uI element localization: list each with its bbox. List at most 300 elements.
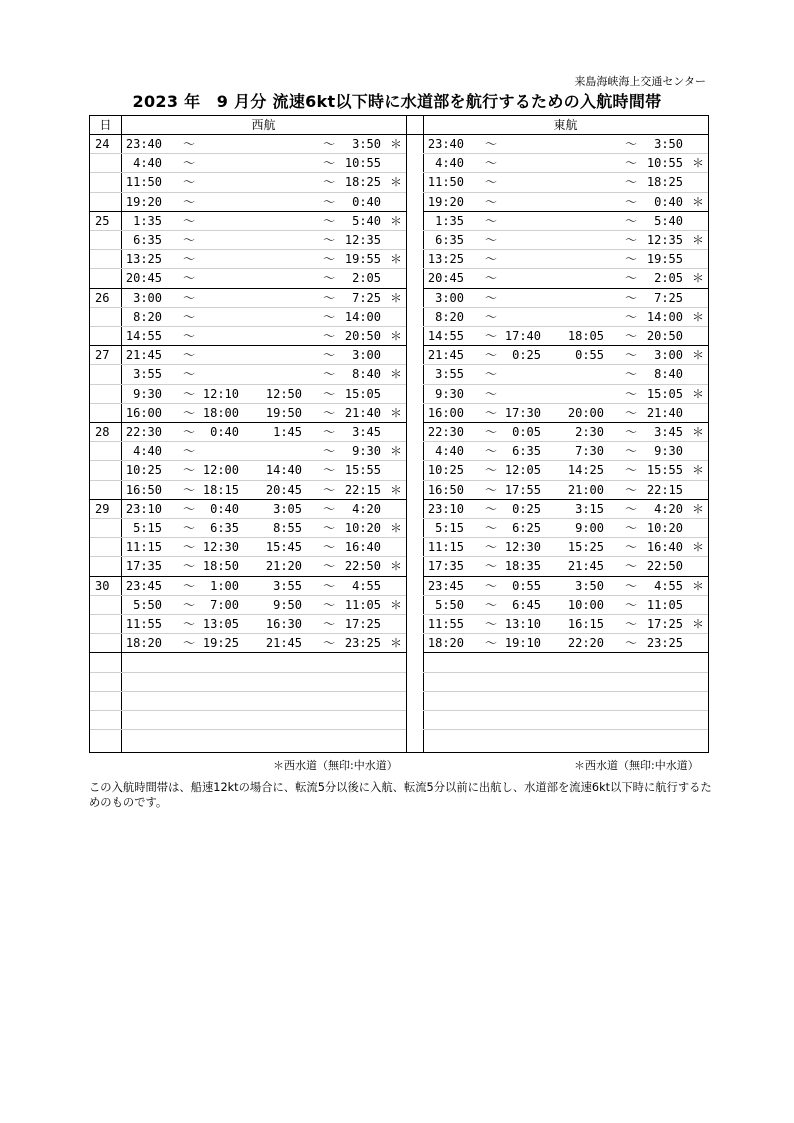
east-end-time: 17:25	[646, 617, 683, 631]
east-gap-start	[496, 653, 541, 672]
east-gap-end	[559, 269, 604, 288]
table-row	[90, 442, 708, 461]
east-range-tilde: ～	[625, 309, 638, 324]
west-gap-start	[194, 173, 239, 192]
west-start-time: 11:15	[125, 540, 162, 555]
table-row	[90, 212, 708, 231]
east-gap-start	[496, 385, 541, 404]
west-start-time	[117, 653, 162, 672]
day-cell: 27	[95, 348, 110, 363]
west-range-tilde: ～	[323, 559, 336, 574]
west-start-time	[117, 673, 162, 692]
west-gap-start: 12:10	[202, 386, 239, 401]
west-range-tilde: ～	[323, 213, 336, 228]
west-gap-start	[194, 231, 239, 250]
east-range-tilde: ～	[485, 233, 498, 247]
west-gap-end	[257, 212, 302, 231]
west-gap-end: 20:45	[265, 482, 302, 497]
table-row	[90, 289, 708, 308]
east-range-tilde: ～	[485, 501, 498, 516]
west-end-time: 16:40	[344, 540, 381, 555]
east-gap-start: 0:55	[512, 578, 541, 593]
west-channel-mark	[390, 154, 404, 173]
table-row	[90, 538, 708, 557]
west-gap-end: 21:45	[265, 636, 302, 651]
west-end-time: 22:15	[344, 482, 381, 497]
west-gap-end: 3:55	[273, 578, 302, 593]
east-channel-mark	[692, 711, 706, 730]
schedule-table	[89, 115, 709, 753]
west-range-tilde: ～	[183, 578, 196, 593]
header-west: 西航	[251, 118, 276, 132]
east-gap-end	[559, 365, 604, 384]
west-end-time: 18:25	[344, 175, 381, 190]
west-range-tilde: ～	[323, 482, 336, 497]
west-start-time: 13:25	[125, 252, 162, 267]
west-start-time: 4:40	[133, 444, 162, 459]
west-gap-end	[257, 692, 302, 711]
west-channel-mark	[390, 653, 404, 672]
west-range-tilde: ～	[183, 137, 196, 151]
west-range-tilde: ～	[183, 444, 196, 459]
west-start-time: 8:20	[133, 309, 162, 324]
east-gap-end	[559, 154, 604, 173]
table-row	[90, 481, 708, 500]
west-gap-start: 1:00	[210, 578, 239, 593]
east-gap-end: 0:55	[575, 348, 604, 363]
west-range-tilde: ～	[183, 213, 196, 228]
west-channel-mark: ＊	[390, 482, 403, 497]
east-range-tilde: ～	[485, 156, 498, 171]
west-start-time: 5:50	[133, 597, 162, 612]
table-row	[90, 154, 708, 173]
east-start-time: 16:00	[427, 405, 464, 420]
east-range-tilde: ～	[625, 521, 638, 535]
east-gap-start: 6:45	[512, 597, 541, 612]
east-range-tilde: ～	[625, 405, 638, 420]
east-range-tilde: ～	[625, 482, 638, 497]
west-range-tilde: ～	[183, 482, 196, 497]
east-start-time: 10:25	[427, 463, 464, 478]
east-start-time: 9:30	[435, 386, 464, 401]
east-range-tilde: ～	[625, 636, 638, 651]
west-gap-end: 3:05	[273, 501, 302, 516]
east-start-time	[419, 653, 464, 672]
west-start-time: 18:20	[125, 636, 162, 651]
east-start-time: 4:40	[435, 156, 464, 171]
east-start-time: 23:40	[427, 137, 464, 151]
east-gap-end	[559, 673, 604, 692]
east-range-tilde: ～	[625, 367, 638, 382]
day-cell: 28	[95, 425, 110, 439]
west-end-time: 22:50	[344, 559, 381, 574]
east-start-time: 6:35	[435, 233, 464, 247]
west-channel-mark	[390, 730, 404, 749]
west-gap-end	[257, 346, 302, 365]
east-gap-start: 17:30	[504, 405, 541, 420]
east-start-time: 13:25	[427, 252, 464, 267]
table-row	[90, 653, 708, 672]
east-range-tilde: ～	[485, 252, 498, 267]
west-channel-mark	[390, 231, 404, 250]
east-range-tilde: ～	[625, 175, 638, 190]
east-gap-start: 18:35	[504, 559, 541, 574]
west-end-time: 15:55	[344, 463, 381, 478]
west-range-tilde: ～	[323, 194, 336, 209]
east-range-tilde: ～	[625, 271, 638, 286]
east-end-time: 10:55	[646, 156, 683, 171]
east-gap-end: 14:25	[567, 463, 604, 478]
west-start-time: 23:45	[125, 578, 162, 593]
west-end-time: 11:05	[344, 597, 381, 612]
west-range-tilde: ～	[183, 252, 196, 267]
west-end-time	[336, 653, 381, 672]
west-range-tilde: ～	[323, 252, 336, 267]
east-range-tilde: ～	[625, 501, 638, 516]
west-channel-mark: ＊	[390, 213, 403, 228]
west-range-tilde: ～	[323, 271, 336, 286]
west-gap-start	[194, 365, 239, 384]
west-gap-end	[257, 365, 302, 384]
table-row	[90, 193, 708, 212]
west-range-tilde: ～	[323, 290, 336, 305]
west-channel-mark: ＊	[390, 405, 403, 420]
table-row	[90, 577, 708, 596]
west-channel-mark	[390, 711, 404, 730]
east-range-tilde: ～	[625, 156, 638, 171]
east-range-tilde: ～	[485, 367, 498, 382]
east-channel-mark: ＊	[692, 463, 705, 478]
east-end-time: 20:50	[646, 329, 683, 343]
east-channel-mark: ＊	[692, 501, 705, 516]
west-gap-start: 7:00	[210, 597, 239, 612]
east-range-tilde: ～	[625, 137, 638, 151]
east-gap-start	[496, 173, 541, 192]
east-channel-mark	[692, 135, 706, 154]
east-range-tilde: ～	[485, 559, 498, 574]
west-range-tilde: ～	[323, 405, 336, 420]
east-channel-mark	[692, 653, 706, 672]
west-end-time: 0:40	[352, 194, 381, 209]
west-end-time: 14:00	[344, 309, 381, 324]
east-gap-start: 0:05	[512, 425, 541, 439]
west-range-tilde: ～	[183, 309, 196, 324]
west-end-time: 3:50	[352, 137, 381, 151]
east-channel-mark	[692, 673, 706, 692]
west-end-time: 23:25	[344, 636, 381, 651]
west-gap-start: 18:50	[202, 559, 239, 574]
table-row	[90, 231, 708, 250]
day-cell: 24	[95, 137, 110, 151]
east-gap-start: 6:35	[512, 444, 541, 459]
table-row	[90, 250, 708, 269]
west-start-time: 16:50	[125, 482, 162, 497]
west-gap-start	[194, 193, 239, 212]
west-start-time: 3:00	[133, 290, 162, 305]
west-end-time	[336, 711, 381, 730]
east-end-time: 22:15	[646, 482, 683, 497]
east-end-time: 15:55	[646, 463, 683, 478]
east-gap-end: 21:00	[567, 482, 604, 497]
east-end-time	[638, 692, 683, 711]
west-range-tilde: ～	[323, 540, 336, 555]
east-start-time: 3:55	[435, 367, 464, 382]
east-range-tilde: ～	[485, 137, 498, 151]
west-range-tilde: ～	[323, 233, 336, 247]
east-start-time: 8:20	[435, 309, 464, 324]
west-channel-mark	[390, 308, 404, 327]
west-channel-mark	[390, 461, 404, 480]
east-gap-end	[559, 730, 604, 749]
west-gap-end	[257, 673, 302, 692]
east-start-time: 14:55	[427, 329, 464, 343]
west-end-time: 10:20	[344, 521, 381, 535]
west-gap-end	[257, 250, 302, 269]
west-gap-start	[194, 442, 239, 461]
east-gap-start	[496, 193, 541, 212]
west-gap-end: 9:50	[273, 597, 302, 612]
explanatory-note: この入航時間帯は、船速12ktの場合に、転流5分以後に入航、転流5分以前に出航し、水道部を流速6kt以下時に航行するためのものです。	[89, 781, 712, 809]
east-channel-mark: ＊	[692, 194, 705, 209]
east-range-tilde: ～	[485, 175, 498, 190]
east-gap-end: 9:00	[575, 521, 604, 535]
west-start-time	[117, 730, 162, 749]
east-gap-start	[496, 711, 541, 730]
west-end-time: 5:40	[352, 213, 381, 228]
west-start-time: 17:35	[125, 559, 162, 574]
west-end-time: 17:25	[344, 617, 381, 631]
east-end-time: 4:20	[654, 501, 683, 516]
east-range-tilde: ～	[625, 425, 638, 439]
east-gap-start	[496, 231, 541, 250]
east-range-tilde: ～	[485, 482, 498, 497]
east-end-time: 4:55	[654, 578, 683, 593]
west-gap-end	[257, 308, 302, 327]
east-gap-start	[496, 730, 541, 749]
west-end-time: 7:25	[352, 290, 381, 305]
west-gap-end: 15:45	[265, 540, 302, 555]
east-gap-start: 19:10	[504, 636, 541, 651]
west-channel-mark	[390, 500, 404, 519]
east-gap-end	[559, 692, 604, 711]
west-gap-end: 1:45	[273, 425, 302, 439]
header-day: 日	[99, 118, 112, 132]
west-end-time: 9:30	[352, 444, 381, 459]
west-start-time	[117, 692, 162, 711]
table-row	[90, 730, 708, 749]
west-channel-mark: ＊	[390, 290, 403, 305]
east-gap-end	[559, 135, 604, 154]
east-range-tilde: ～	[485, 636, 498, 651]
west-range-tilde: ～	[183, 405, 196, 420]
west-gap-start	[194, 154, 239, 173]
east-start-time: 20:45	[427, 271, 464, 286]
west-end-time: 2:05	[352, 271, 381, 286]
west-end-time: 15:05	[344, 386, 381, 401]
east-range-tilde: ～	[485, 463, 498, 478]
west-gap-end	[257, 173, 302, 192]
west-channel-mark: ＊	[390, 597, 403, 612]
east-start-time: 21:45	[427, 348, 464, 363]
east-end-time: 7:25	[654, 290, 683, 305]
east-gap-start	[496, 135, 541, 154]
west-range-tilde: ～	[183, 156, 196, 171]
west-gap-end: 12:50	[265, 386, 302, 401]
west-channel-mark: ＊	[390, 252, 403, 267]
east-end-time: 23:25	[646, 636, 683, 651]
west-range-tilde: ～	[323, 501, 336, 516]
west-start-time: 23:40	[125, 137, 162, 151]
east-end-time: 19:55	[646, 252, 683, 267]
east-gap-start: 12:05	[504, 463, 541, 478]
west-start-time: 11:55	[125, 617, 162, 631]
east-end-time	[638, 711, 683, 730]
table-row	[90, 365, 708, 384]
day-cell: 25	[95, 213, 110, 228]
west-range-tilde: ～	[323, 329, 336, 343]
east-range-tilde: ～	[625, 194, 638, 209]
west-start-time: 9:30	[133, 386, 162, 401]
east-start-time: 18:20	[427, 636, 464, 651]
west-gap-start	[194, 269, 239, 288]
west-end-time	[336, 692, 381, 711]
east-channel-mark: ＊	[692, 156, 705, 171]
west-range-tilde: ～	[323, 367, 336, 382]
east-range-tilde: ～	[625, 386, 638, 401]
east-gap-end: 2:30	[575, 425, 604, 439]
east-end-time: 3:00	[654, 348, 683, 363]
east-start-time: 19:20	[427, 194, 464, 209]
west-end-time: 3:45	[352, 425, 381, 439]
west-start-time: 21:45	[125, 348, 162, 363]
east-channel-mark	[692, 519, 706, 538]
east-gap-end	[559, 385, 604, 404]
east-end-time: 3:50	[654, 137, 683, 151]
east-channel-mark	[692, 692, 706, 711]
table-row	[90, 461, 708, 480]
west-gap-end: 14:40	[265, 463, 302, 478]
west-gap-end	[257, 135, 302, 154]
east-range-tilde: ～	[625, 233, 638, 247]
east-range-tilde: ～	[485, 578, 498, 593]
west-range-tilde: ～	[183, 636, 196, 651]
west-gap-start: 13:05	[202, 617, 239, 631]
west-start-time: 4:40	[133, 156, 162, 171]
east-start-time: 22:30	[427, 425, 464, 439]
west-range-tilde: ～	[183, 463, 196, 478]
west-channel-mark: ＊	[390, 175, 403, 190]
west-gap-end	[257, 269, 302, 288]
west-range-tilde: ～	[323, 617, 336, 631]
east-range-tilde: ～	[485, 329, 498, 343]
east-start-time: 23:10	[427, 501, 464, 516]
day-cell: 30	[95, 578, 110, 593]
table-row	[90, 615, 708, 634]
east-gap-start: 17:40	[504, 329, 541, 343]
west-end-time: 4:20	[352, 501, 381, 516]
east-range-tilde: ～	[625, 213, 638, 228]
west-range-tilde: ～	[323, 425, 336, 439]
west-range-tilde: ～	[183, 271, 196, 286]
east-gap-start: 17:55	[504, 482, 541, 497]
west-end-time: 19:55	[344, 252, 381, 267]
west-gap-start	[194, 289, 239, 308]
east-channel-mark	[692, 596, 706, 615]
table-row	[90, 404, 708, 423]
east-gap-end: 20:00	[567, 405, 604, 420]
east-channel-mark	[692, 250, 706, 269]
west-gap-start	[194, 135, 239, 154]
west-gap-start: 0:40	[210, 501, 239, 516]
east-gap-end	[559, 289, 604, 308]
east-gap-end	[559, 250, 604, 269]
east-start-time	[419, 692, 464, 711]
west-gap-end	[257, 653, 302, 672]
east-channel-mark: ＊	[692, 578, 705, 593]
east-gap-start	[496, 154, 541, 173]
east-range-tilde: ～	[625, 463, 638, 478]
east-gap-end: 15:25	[567, 540, 604, 555]
table-row	[90, 692, 708, 711]
west-range-tilde: ～	[183, 617, 196, 631]
east-gap-end: 22:20	[567, 636, 604, 651]
west-gap-end: 21:20	[265, 559, 302, 574]
west-range-tilde: ～	[183, 367, 196, 382]
east-start-time: 23:45	[427, 578, 464, 593]
east-range-tilde: ～	[485, 271, 498, 286]
east-end-time: 2:05	[654, 271, 683, 286]
west-start-time: 20:45	[125, 271, 162, 286]
east-end-time: 8:40	[654, 367, 683, 382]
east-gap-end: 7:30	[575, 444, 604, 459]
west-range-tilde: ～	[183, 233, 196, 247]
east-start-time: 16:50	[427, 482, 464, 497]
west-range-tilde: ～	[323, 463, 336, 478]
east-gap-start: 0:25	[512, 501, 541, 516]
east-channel-mark: ＊	[692, 617, 705, 631]
west-range-tilde: ～	[183, 425, 196, 439]
east-channel-mark: ＊	[692, 540, 705, 555]
west-channel-mark	[390, 346, 404, 365]
east-start-time: 5:50	[435, 597, 464, 612]
east-range-tilde: ～	[625, 290, 638, 305]
west-range-tilde: ～	[183, 559, 196, 574]
west-range-tilde: ～	[183, 348, 196, 363]
east-end-time	[638, 653, 683, 672]
east-range-tilde: ～	[485, 425, 498, 439]
east-range-tilde: ～	[485, 348, 498, 363]
east-gap-end: 3:15	[575, 501, 604, 516]
east-gap-end	[559, 231, 604, 250]
west-channel-mark	[390, 673, 404, 692]
east-gap-start	[496, 692, 541, 711]
west-start-time: 11:50	[125, 175, 162, 190]
west-gap-start	[194, 327, 239, 346]
west-gap-start	[194, 653, 239, 672]
west-channel-mark	[390, 577, 404, 596]
table-row	[90, 711, 708, 730]
east-gap-start: 12:30	[504, 540, 541, 555]
west-gap-end: 8:55	[273, 521, 302, 535]
west-gap-end	[257, 193, 302, 212]
page-title: 2023 年 9 月分 流速6kt以下時に水道部を航行するための入航時間帯	[132, 92, 662, 111]
table-row	[90, 519, 708, 538]
east-channel-mark	[692, 557, 706, 576]
east-range-tilde: ～	[485, 290, 498, 305]
west-range-tilde: ～	[323, 137, 336, 151]
east-start-time: 17:35	[427, 559, 464, 574]
east-gap-end: 16:15	[567, 617, 604, 631]
